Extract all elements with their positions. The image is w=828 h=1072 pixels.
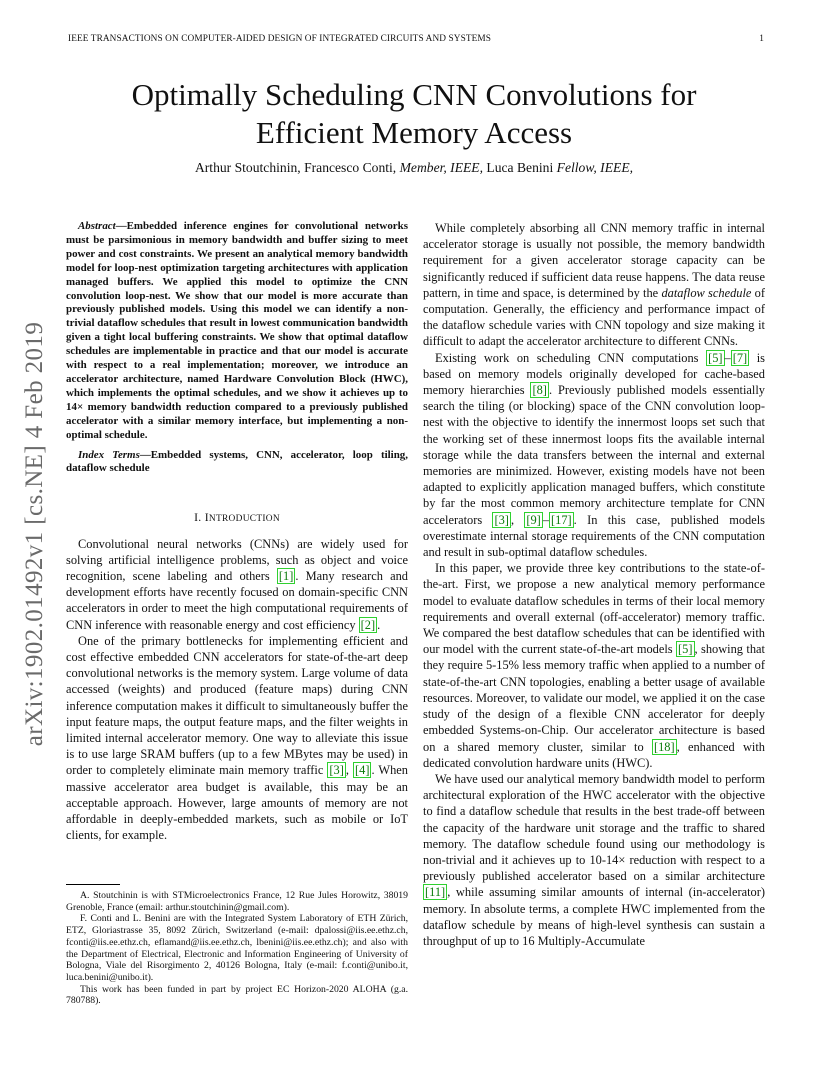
text-span: While completely absorbing all CNN memory traffic in internal accelerator storage is usually not possible, the memory bandwidth requirement for a given accelerator storage capacity can be significantly reduced if sufficient data reuse happens. The data reuse pattern, in time and space, is determined by the [423,221,765,300]
citation-link[interactable]: [2] [360,617,376,632]
citation-link[interactable]: [3] [329,763,344,778]
footnote-3: This work has been funded in part by project EC Horizon-2020 ALOHA (g.a. 780788). [66,983,408,1007]
author-names-2: Luca Benini [483,160,557,175]
citation-link[interactable]: [17] [551,512,572,527]
citation-link[interactable]: [1] [278,568,294,583]
abstract-label: Abstract [78,220,116,232]
section-initial: I [204,511,209,525]
right-paragraph-1 [423,220,765,350]
footnote-rule [66,884,120,885]
text-span: . [377,617,381,632]
text-span: – [542,512,550,527]
right-paragraph-4 [423,771,765,949]
author-role-1: Member, IEEE, [399,160,484,175]
title-line-1: Optimally Scheduling CNN Convolutions for [131,77,697,112]
text-span: Existing work on scheduling CNN computations [435,350,707,365]
right-column [423,220,765,949]
text-span: is based on memory models originally developed for cache-based memory hierarchies [423,350,765,398]
text-span: , showing that they require 5-15% less memory traffic when applied to a number of state-of-the-art CNN topologies, enabling a better usage of available resources. Moreover, to validate our model, we applied it on the case study of the design of a flexible CNN accelerator for deeply embedded Systems-on-Chip. Our accelerator architecture is based on a shared memory cluster, similar to [423,642,765,754]
text-span: We have used our analytical memory bandwidth model to perform architectural exploration of the HWC accelerator with the objective to find a dataflow schedule that results in the best trade-off between the capacity of the hardware unit storage and the traffic to shared memory. The dataflow schedule found using our methodology is non-trivial and it achieves up to 10-14× reduction with respect to a previously published accelerator based on a similar architecture [423,771,765,884]
index-terms-text: —Embedded systems, CNN, accelerator, loop tiling, dataflow schedule [66,448,408,475]
author-list [0,160,828,176]
citation-link[interactable]: [11] [425,885,446,900]
section-rest: NTRODUCTION [208,514,280,525]
arxiv-stamp: arXiv:1902.01492v1 [cs.NE] 4 Feb 2019 [21,321,48,747]
citation-link[interactable]: [3] [494,512,509,527]
text-span: , [510,512,525,527]
citation-link[interactable]: [5] [678,642,693,657]
text-span: . Many research and development efforts have recently focused on domain-specific CNN accelerators in order to meet the high computational requirements of CNN inference with reasonable energy and cost efficiency [66,568,408,632]
left-column [66,220,408,843]
index-terms [66,449,408,477]
section-number: I. [194,511,205,525]
citation-link[interactable]: [4] [355,763,370,778]
emphasis: dataflow schedule [661,285,752,300]
running-header [68,34,764,44]
paper-title [0,76,828,152]
text-span: , while assuming similar amounts of internal (in-accelerator) memory. In absolute terms, a complete HWC implemented from the dataflow schedule by means of high-level synthesis can sustain a throughput of up to 16 Multiply-Accumulate [423,885,765,948]
footnote-2: F. Conti and L. Benini are with the Integrated System Laboratory of ETH Zürich, ETZ, Gloriastrasse 35, 8092 Zürich, Switzerland (e-mail: dpalossi@iis.ee.ethz.ch, fconti@iis.ee.ethz.ch, eflamand@iis.ee.ethz.ch, lbenini@iis.ee.ethz.ch); and also with the Department of Electrical, Electronic and Information Engineering of University of Bologna, Viale del Risorgimento 2, 40126 Bologna, Italy (e-mail: f.conti@unibo.it, luca.benini@unibo.it). [66,913,408,983]
text-span: One of the primary bottlenecks for implementing efficient and cost effective embedded CNN accelerators for state-of-the-art deep convolutional networks is the memory system. Large volume of data accessed (weights) and produced (feature maps) during CNN inference computation makes it difficult to simultaneously buffer the input feature maps, the output feature maps, and the filter weights in limited internal accelerator memory. One way to alleviate this issue is to use large SRAM buffers (up to a few MBytes may be used) in order to completely eliminate main memory traffic [66,633,408,778]
text-span: . Previously published models essentially search the tiling (or blocking) space of the CNN convolution loop-nest with the objective to identify the innermost loops set such that the working set of these innermost loops fits the available internal storage while the data transfers between the internal and external memories are minimized. However, existing models have not been adapted to explicitly application managed buffers, which constitute by far the most common memory architecture template for CNN accelerators [423,383,765,527]
footnotes [66,890,408,1007]
abstract [66,220,408,443]
citation-link[interactable]: [5] [708,350,723,365]
intro-paragraph-2 [66,633,408,844]
journal-name: IEEE TRANSACTIONS ON COMPUTER-AIDED DESIGN OF INTEGRATED CIRCUITS AND SYSTEMS [68,34,492,44]
right-paragraph-2 [423,350,765,561]
section-heading-introduction [66,510,408,527]
intro-paragraph-1 [66,536,408,633]
text-span: . In this case, published models overestimate internal storage requirements of the CNN computation and result in sub-optimal dataflow schedules. [423,512,765,560]
citation-link[interactable]: [9] [526,512,541,527]
text-span: , [345,763,354,778]
title-line-2: Efficient Memory Access [255,115,573,150]
page-number: 1 [759,34,764,44]
footnote-1: A. Stoutchinin is with STMicroelectronics France, 12 Rue Jules Horowitz, 38019 Grenoble, France (email: arthur.stoutchinin@gmail.com). [66,890,408,913]
index-terms-label: Index Terms [78,448,140,461]
citation-link[interactable]: [7] [732,350,748,365]
text-span: of computation. Generally, the efficiency and performance impact of the dataflow schedule varies with CNN topology and size making it difficult to adapt the accelerator architecture to different CNNs. [423,285,765,349]
text-span: . When massive accelerator area budget is available, this may be an acceptable approach. However, large amounts of memory are not affordable in deeply-embedded markets, such as mobile or IoT clients, for example. [66,763,408,843]
citation-link[interactable]: [8] [532,383,547,398]
abstract-text: —Embedded inference engines for convolutional networks must be parsimonious in memory bandwidth and buffer sizing to meet power and cost constraints. We present an analytical memory bandwidth model for loop-nest optimization targeting architectures with application managed buffers. We applied this model to optimize the CNN convolution loop-nest. We show that our model is more accurate than previously published models. Using this model we can identify a non-trivial dataflow schedules that result in lowest communication bandwidth given a tight local buffering constraints. We show that optimal dataflow schedules are implementable in practice and that our model is accurate with respect to a real implementation; moreover, we introduce an accelerator architecture, named Hardware Convolution Block (HWC), which implements the optimal schedules, and we show it achieves up to 14× memory bandwidth reduction compared to a previously published accelerator with a similar memory interface, but implementing a non-optimal schedule. [66,220,408,441]
right-paragraph-3 [423,560,765,771]
citation-link[interactable]: [18] [653,739,675,754]
text-span: , enhanced with dedicated convolution hardware units (HWC). [423,739,765,770]
author-role-2: Fellow, IEEE, [556,160,634,175]
text-span: Convolutional neural networks (CNNs) are widely used for solving artificial intelligence problems, such as object and voice recognition, scene labeling and others [66,536,408,583]
text-span: In this paper, we provide three key contributions to the state-of-the-art. First, we propose a new analytical memory performance model to evaluate dataflow schedules in terms of their local memory requirements and overall external (off-accelerator) memory traffic. We compared the best dataflow schedules that can be identified with our model with the current state-of-the-art models [423,561,765,657]
author-names-1: Arthur Stoutchinin, Francesco Conti, [194,160,400,175]
text-span: – [724,350,731,365]
